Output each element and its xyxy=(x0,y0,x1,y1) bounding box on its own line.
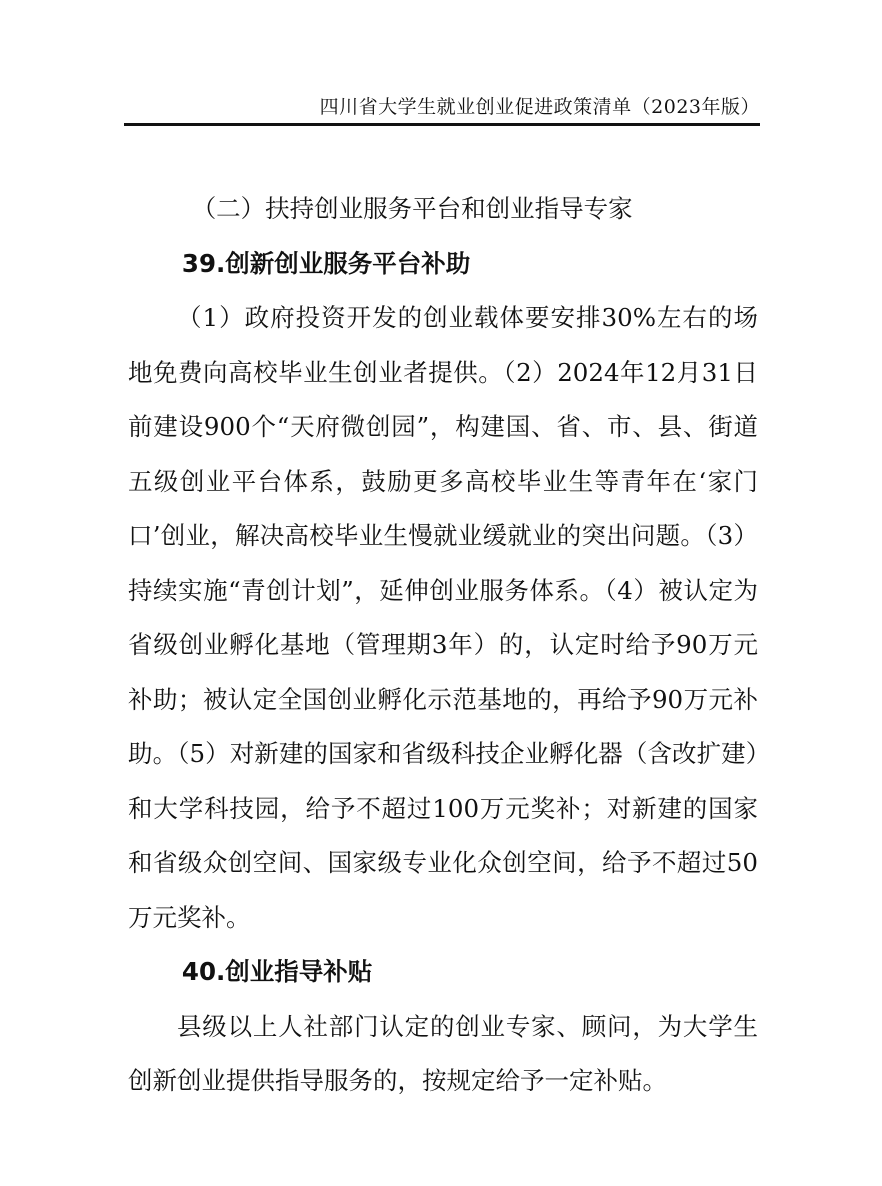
item-39-body: （1）政府投资开发的创业载体要安排30%左右的场地免费向高校毕业生创业者提供。（2）2024年12月31日前建设900个“天府微创园”，构建国、省、市、县、街道五级创业平台体系，鼓励更多高校毕业生等青年在‘家门口’创业，解决高校毕业生慢就业缓就业的突出问题。（3）持续实施“青创计划”，延伸创业服务体系。（4）被认定为省级创业孵化基地（管理期3年）的，认定时给予90万元补助；被认定全国创业孵化示范基地的，再给予90万元补助。（5）对新建的国家和省级科技企业孵化器（含改扩建）和大学科技园，给予不超过100万元奖补；对新建的国家和省级众创空间、国家级专业化众创空间，给予不超过50万元奖补。 xyxy=(128,303,758,932)
page-header: 四川省大学生就业创业促进政策清单（2023年版） xyxy=(319,96,760,118)
item-40-heading: 40.创业指导补贴 xyxy=(181,957,373,986)
document-body xyxy=(128,182,758,1109)
item-39-heading: 39.创新创业服务平台补助 xyxy=(181,248,471,278)
header-rule xyxy=(124,123,760,126)
item-40-body: 县级以上人社部门认定的创业专家、顾问，为大学生创新创业提供指导服务的，按规定给予一定补贴。 xyxy=(128,1011,758,1095)
section-heading: （二）扶持创业服务平台和创业指导专家 xyxy=(191,194,633,223)
